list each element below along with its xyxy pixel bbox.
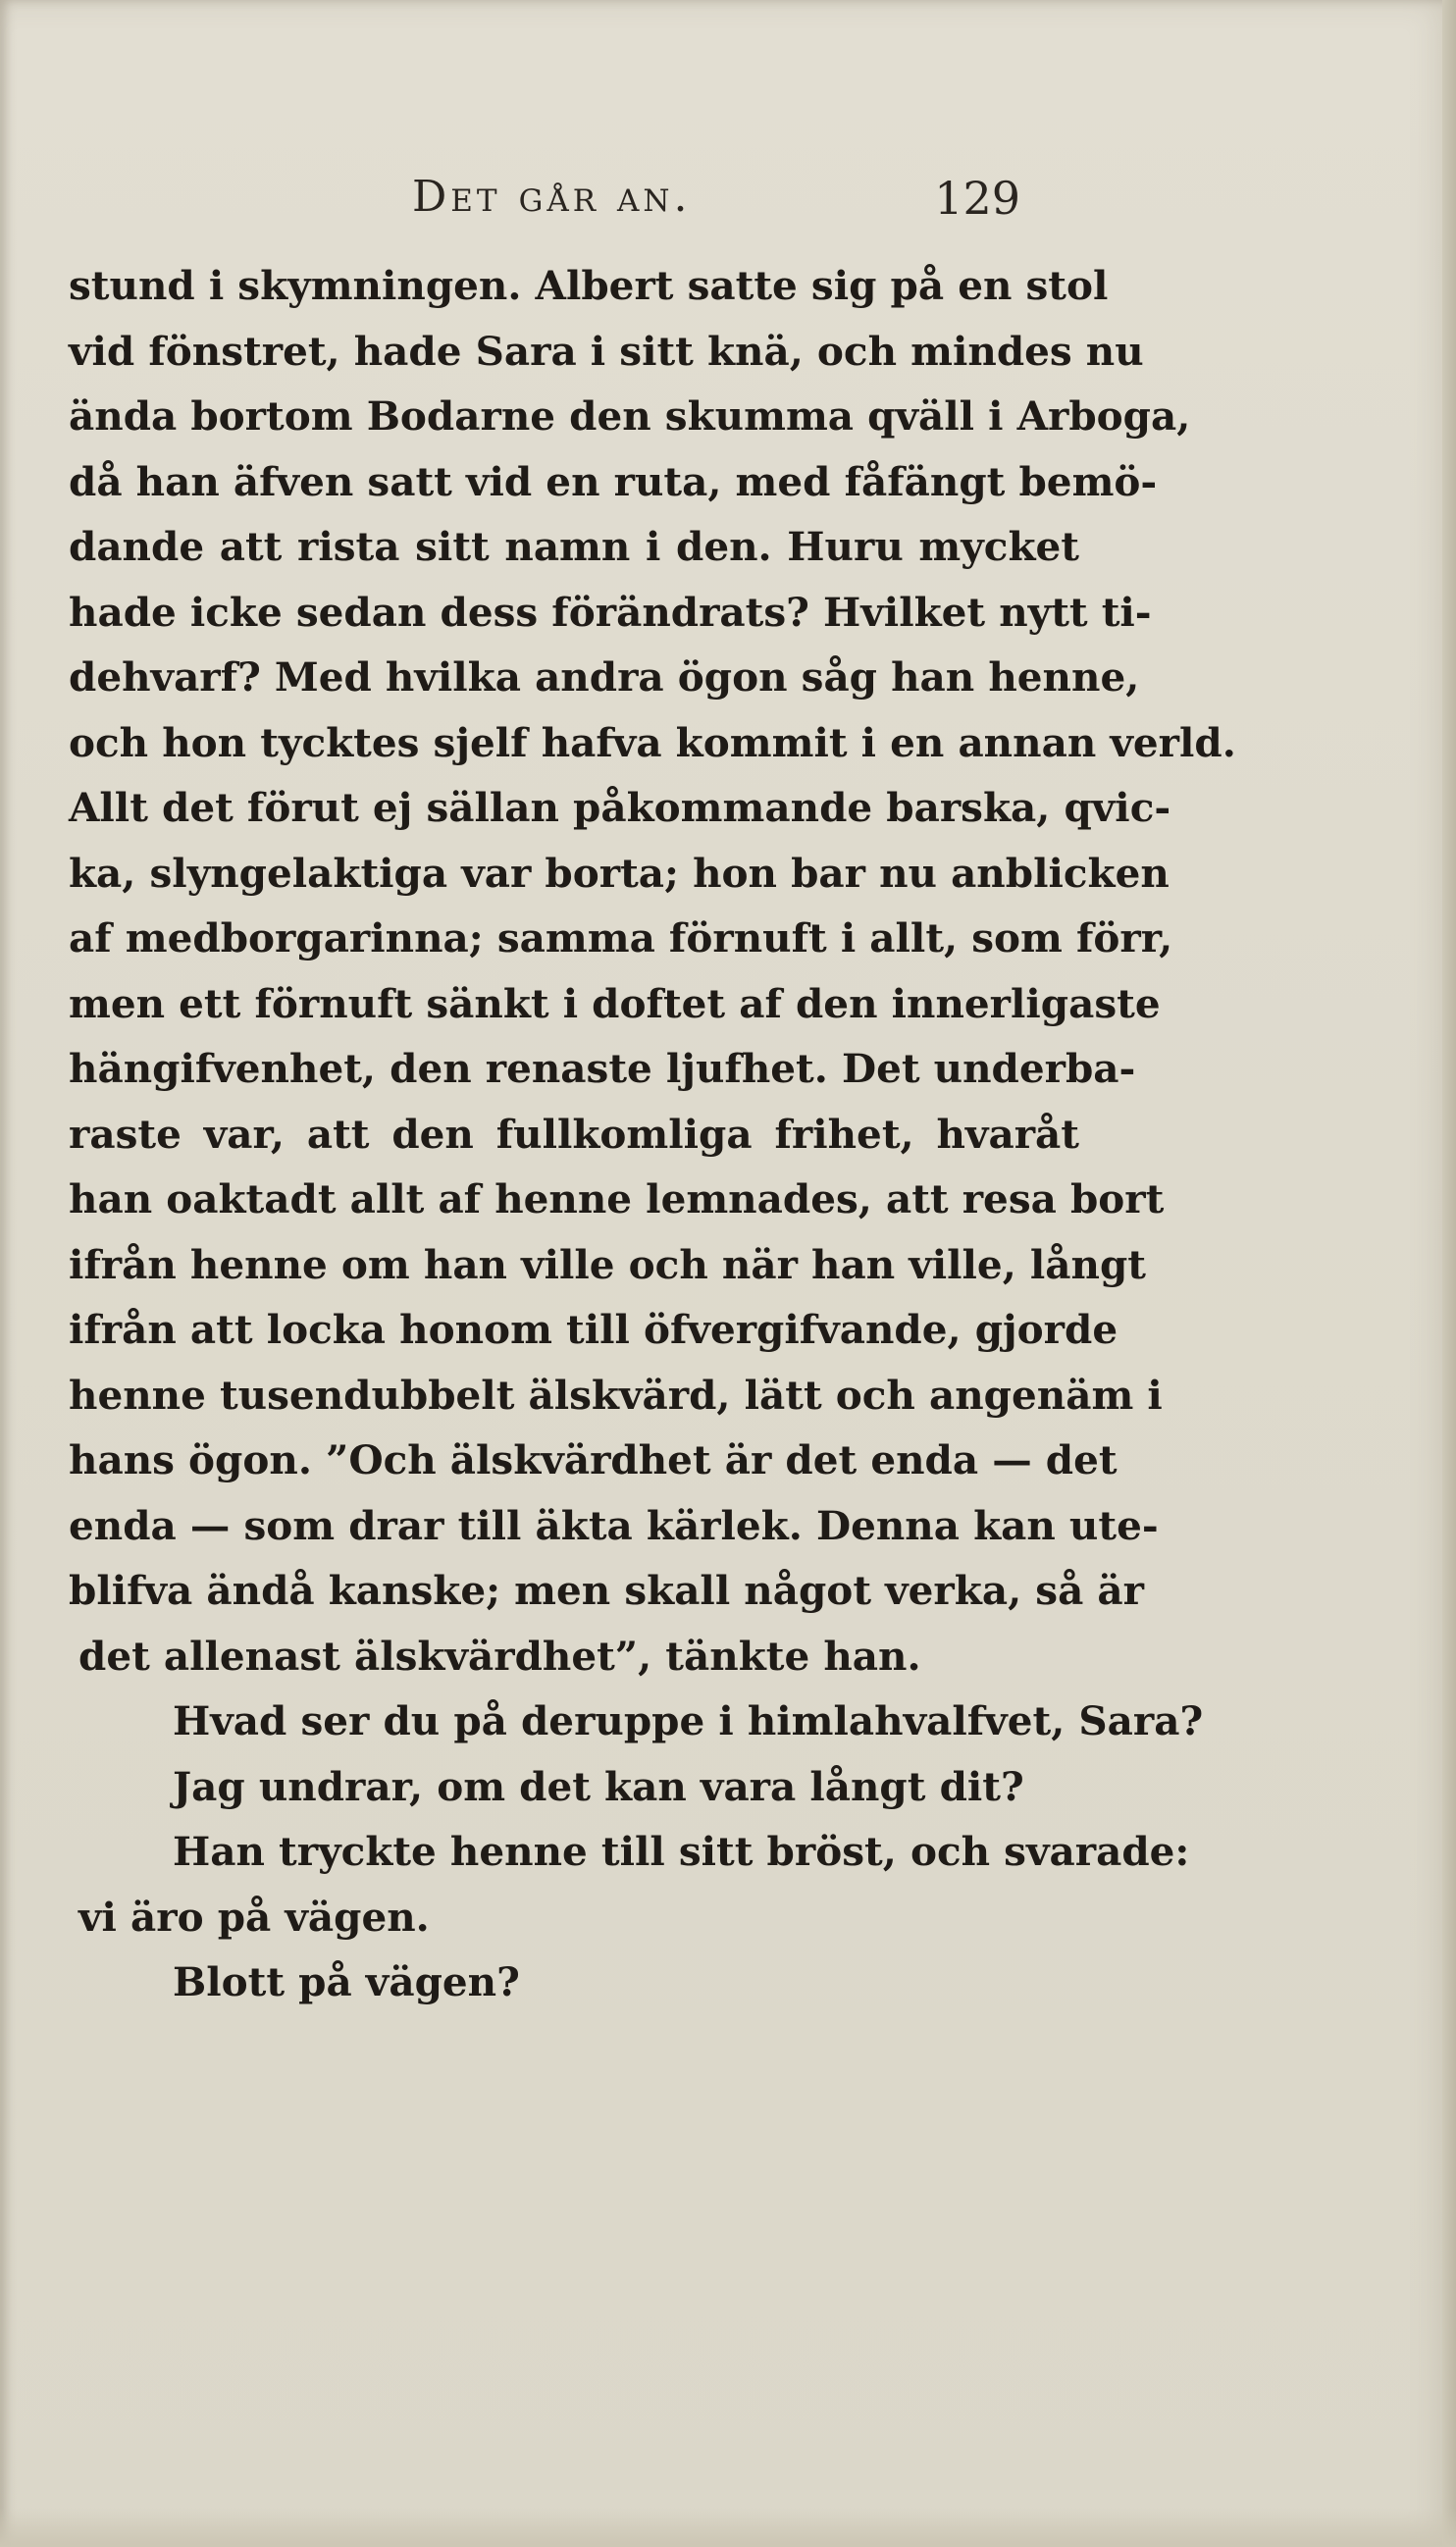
text-line: och hon tycktes sjelf hafva kommit i en annan verld. bbox=[69, 718, 1236, 766]
text-line: då han äfven satt vid en ruta, med fåfängt bemö- bbox=[69, 457, 1158, 505]
text-line: men ett förnuft sänkt i doftet af den innerligaste bbox=[69, 979, 1161, 1027]
text-line: Allt det förut ej sällan påkommande barska, qvic- bbox=[69, 784, 1171, 831]
text-line: blifva ändå kanske; men skall något verka, så är bbox=[69, 1567, 1144, 1614]
body-text bbox=[69, 253, 1236, 2015]
text-line: hängifvenhet, den renaste ljufhet. Det underba- bbox=[69, 1045, 1136, 1092]
text-line: dande att rista sitt namn i den. Huru mycket bbox=[69, 523, 1079, 570]
text-line: Jag undrar, om det kan vara långt dit? bbox=[173, 1762, 1024, 1810]
text-line: henne tusendubbelt älskvärd, lätt och angenäm i bbox=[69, 1371, 1163, 1419]
text-line: ifrån att locka honom till öfvergifvande, gjorde bbox=[69, 1306, 1118, 1353]
text-line: ka, slyngelaktiga var borta; hon bar nu anblicken bbox=[69, 849, 1170, 897]
page-number: 129 bbox=[934, 172, 1020, 225]
text-line: hade icke sedan dess förändrats? Hvilket nytt ti- bbox=[69, 588, 1152, 636]
text-line: vid fönstret, hade Sara i sitt knä, och mindes nu bbox=[69, 327, 1144, 375]
text-line: ifrån henne om han ville och när han ville, långt bbox=[69, 1240, 1146, 1288]
page-edge bbox=[1442, 0, 1456, 2547]
text-line: hans ögon. ”Och älskvärdhet är det enda — det bbox=[69, 1436, 1118, 1483]
running-title: Det går an. bbox=[412, 172, 692, 222]
text-line: det allenast älskvärdhet”, tänkte han. bbox=[78, 1632, 921, 1680]
text-line: af medborgarinna; samma förnuft i allt, som förr, bbox=[69, 914, 1173, 962]
text-line: ända bortom Bodarne den skumma qväll i Arboga, bbox=[69, 392, 1191, 440]
text-line: raste var, att den fullkomliga frihet, hvaråt bbox=[69, 1110, 1079, 1158]
text-line: stund i skymningen. Albert satte sig på en stol bbox=[69, 262, 1109, 309]
text-line: vi äro på vägen. bbox=[78, 1893, 430, 1941]
page-bottom-edge bbox=[0, 2508, 1456, 2547]
page-header bbox=[412, 172, 1020, 240]
text-line: Han tryckte henne till sitt bröst, och svarade: bbox=[173, 1828, 1190, 1875]
text-line: enda — som drar till äkta kärlek. Denna kan ute- bbox=[69, 1501, 1159, 1549]
text-line: dehvarf? Med hvilka andra ögon såg han henne, bbox=[69, 653, 1140, 701]
text-line: han oaktadt allt af henne lemnades, att resa bort bbox=[69, 1175, 1165, 1222]
text-line: Hvad ser du på deruppe i himlahvalfvet, Sara? bbox=[173, 1697, 1204, 1744]
text-line: Blott på vägen? bbox=[173, 1958, 520, 2005]
